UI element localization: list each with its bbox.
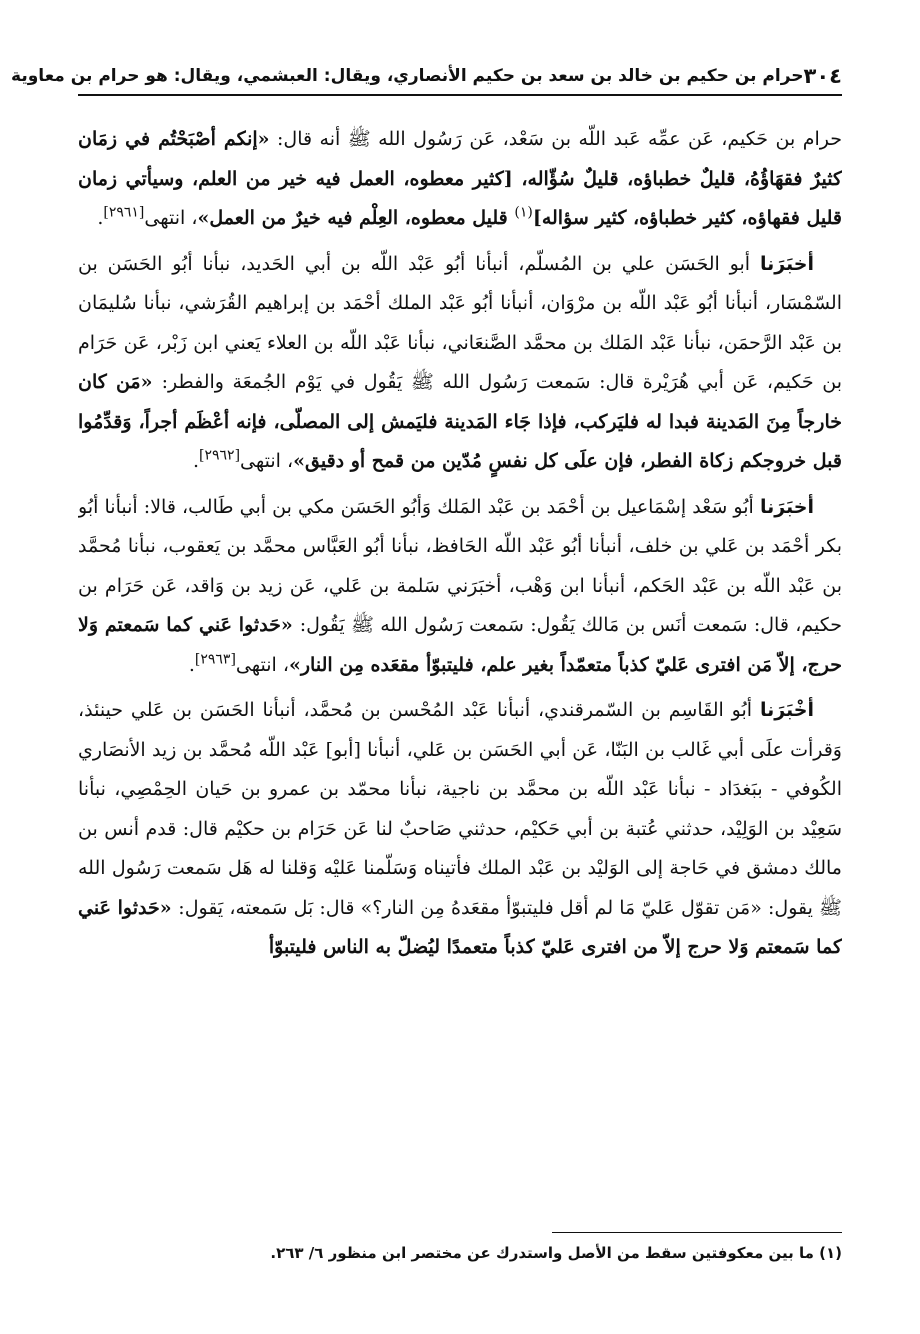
isnad-text: أبُو القَاسِم بن السّمرقندي، أنبأنا عَبْد المُحْسن بن مُحمَّد، أنبأنا الحَسَن بن عَلي حينئذ، وَقرأت علَى أبي غَالب بن البَنّا، عَن أبي الحَسَن بن عَلي، أنبأنا [أبو] عَبْد اللّه مُحمَّد بن زيد الأنصَاري الكُوفي - ببَغدَاد - نبأنا عَبْد اللّه بن محمَّد بن ناجية، نبأنا محمّد بن عمرو بن حَيان الحِمْصِي، نبأنا سَعِيْد بن الوَلِيْد، حدثني عُتبة بن أبي حَكيْم، حدثني صَاحبٌ لنا عَن حَرَام بن حكيْم قال: قدم أنس بن مالك دمشق في حَاجة إلى الوَليْد بن عَبْد الملك فأتيناه وَسَلّمنا عَليْه وَقلنا له هَل سَمعت رَسُول الله ﷺ يقول: «مَن تقوّل عَليّ مَا لم أقل فليتبوّأ مقعَدهُ مِن النار؟» قال: بَل سَمعته، يَقول: — [78, 699, 842, 919]
full-stop: . — [188, 653, 195, 676]
page-number: ٣٠٤ — [803, 64, 842, 88]
hadith-text: «حَدثوا عَني كما سَمعتم وَلا حرج إلاّ من افترى عَليّ كذباً متعمدًا ليُضلّ به الناس فليتبوّأ — [78, 896, 842, 958]
footnote — [78, 1240, 842, 1266]
hadith-text: «حَدثوا عَني كما سَمعتم وَلا حرج، إلاّ مَن افترى عَليّ كذباً متعمّداً بغير علم، فليتبوّأ مقعَده مِن النار» — [78, 614, 842, 676]
main-text — [78, 120, 842, 1200]
akhbarana-keyword: أخْبَرَنا — [759, 699, 814, 721]
hadith-reference-number: [٢٩٦١] — [103, 204, 145, 221]
isnad-text: أبو الحَسَن علي بن المُسلّم، أنبأنا أبُو عَبْد اللّه بن أبي الحَديد، نبأنا أبُو الحَسَن بن السّمْسَار، أنبأنا أبُو عَبْد اللّه بن مرْوَان، أنبأنا أبُو عَبْد الملك أحْمَد بن إبراهيم القُرَشي، نبأنا سُليمَان بن عَبْد الرَّحمَن، نبأنا عَبْد المَلك بن محمَّد الصَّنعَاني، نبأنا عَبْد اللّه بن العلاء يَعني ابن زَبْر، عَن حَرَام بن حَكيم، عَن أبي هُرَيْرة قال: سَمعت رَسُول الله ﷺ يَقُول في يَوْم الجُمعَة والفطر: — [78, 252, 842, 393]
closing-phrase: ، انتهى — [235, 653, 289, 676]
paragraph-3 — [78, 488, 842, 686]
full-stop: . — [192, 450, 200, 472]
paragraph-2 — [78, 245, 842, 482]
footnote-text: ما بين معكوفتين سقط من الأصل واستدرك عن مختصر ابن منظور ٦/ ٢٦٣. — [270, 1244, 814, 1262]
hadith-reference-number: [٢٩٦٢] — [199, 447, 241, 464]
closing-phrase: ، انتهى — [144, 207, 198, 229]
page-header — [11, 58, 842, 96]
closing-phrase: ، انتهى — [240, 450, 294, 472]
footnote-number: (١) — [819, 1244, 842, 1262]
paragraph-1 — [78, 120, 842, 239]
footnote-marker: (١) — [514, 204, 533, 221]
akhbarana-keyword: أخبَرَنا — [759, 252, 814, 275]
hadith-text: «مَن كان خارجاً مِنَ المَدينة فبدا له فليَركب، فإذا جَاء المَدينة فليَمش إلى المصلّى، فإنه أعْظَم أجراً، وَقدِّمُوا قبل خروجكم زكاة الفطر، فإن علَى كل نفسٍ مُدّين من قمح أو دقيق» — [78, 371, 842, 472]
hadith-text: «إنكم أصْبَحْتُم في زمَان كثيرٌ فقهَاؤُهُ، قليلٌ خطباؤه، قليلٌ سُؤّاله، [كثير معطوه، العمل فيه خير من العلم، وسيأتي زمان قليل فقهاؤه، كثير خطباؤه، كثير سؤاله] — [78, 128, 842, 229]
isnad-text: أبُو سَعْد إسْمَاعيل بن أحْمَد بن عَبْد المَلك وَأبُو الحَسَن مكي بن أبي طَالب، قالا: أنبأنا أبُو بكر أحْمَد بن عَلي بن خلف، أنبأنا أبُو عَبْد اللّه الحَافظ، نبأنا أبُو العَبَّاس محمَّد بن يَعقوب، نبأنا مُحمَّد بن عَبْد اللّه بن عَبْد الحَكم، أنبأنا ابن وَهْب، أخبَرَني سَلمة بن عَلي، عَن زيد بن وَاقد، عَن حَرَام بن حكيم، قال: سَمعت أنَس بن مَالك يَقُول: سَمعت رَسُول الله ﷺ يَقُول: — [78, 495, 842, 636]
running-title: حرام بن حكيم بن خالد بن سعد بن حكيم الأنصاري، ويقال: العبشمي، ويقال: هو حرام بن معاوية — [11, 66, 804, 86]
paragraph-4 — [78, 691, 842, 968]
full-stop: . — [97, 207, 104, 229]
footnote-divider — [552, 1232, 842, 1233]
hadith-reference-number: [٢٩٦٣] — [194, 651, 236, 668]
akhbarana-keyword: أخبَرَنا — [759, 495, 814, 518]
hadith-text-continued: قليل معطوه، العِلْم فيه خيرٌ من العمل» — [197, 207, 515, 229]
narration-text: حرام بن حَكيم، عَن عمِّه عَبد اللّه بن سَعْد، عَن رَسُول الله ﷺ أنه قال: — [276, 128, 842, 150]
